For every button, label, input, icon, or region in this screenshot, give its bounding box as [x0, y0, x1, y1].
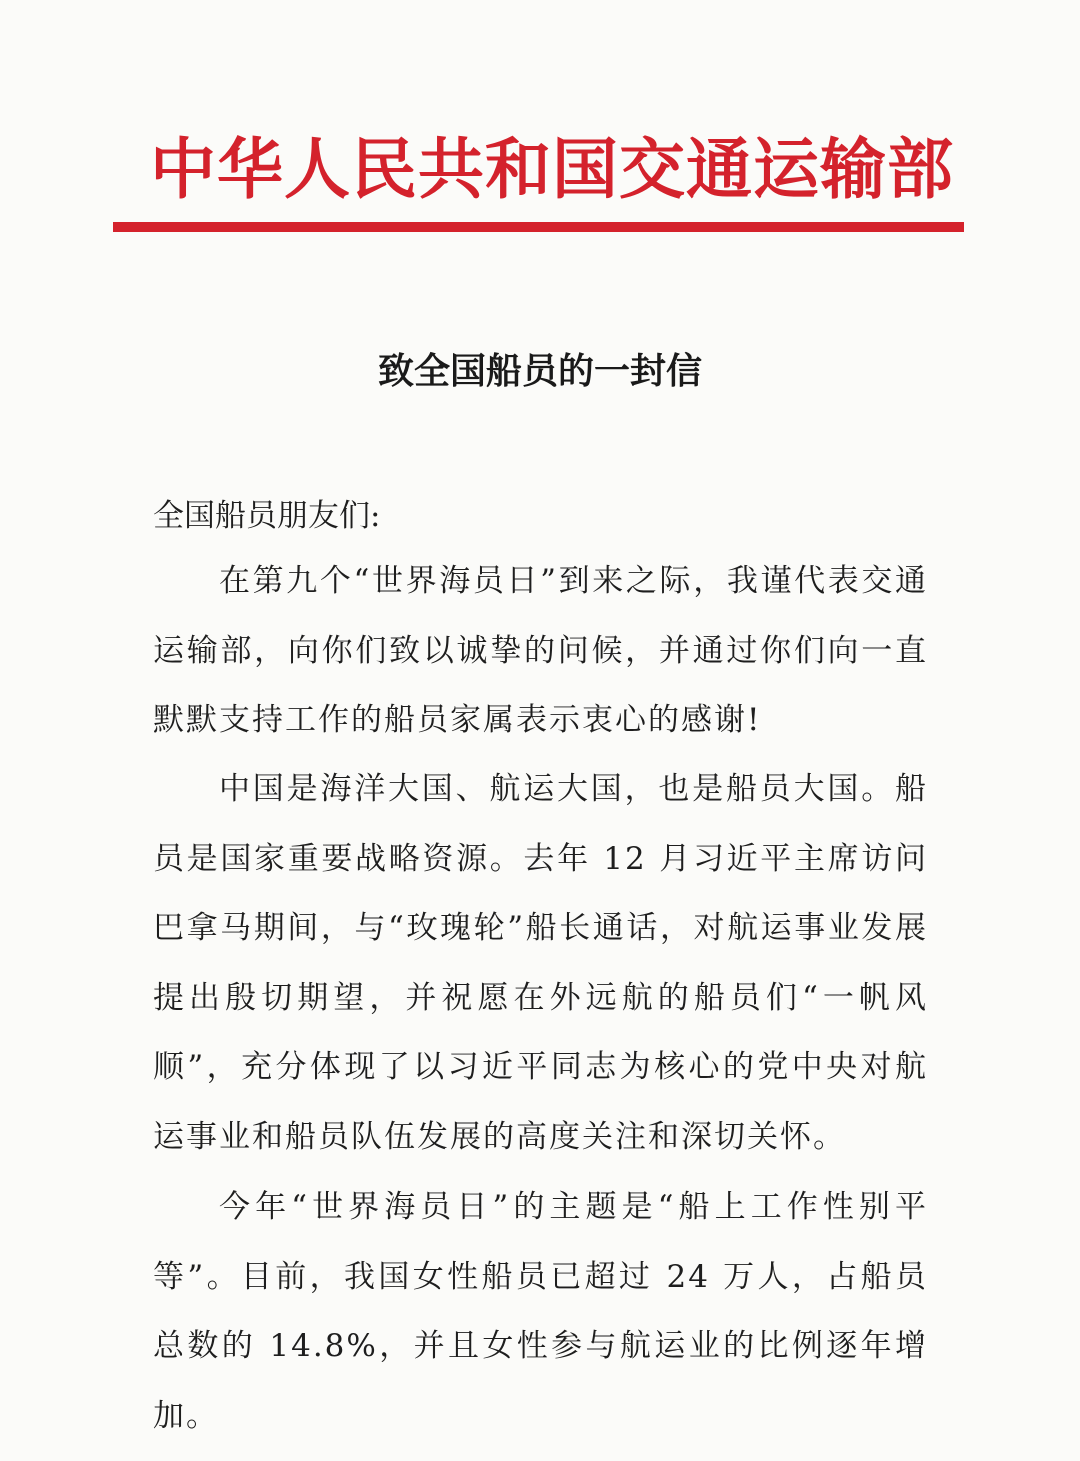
body-paragraph-2: 中国是海洋大国、航运大国，也是船员大国。船员是国家重要战略资源。去年 12 月习近平主席访问巴拿马期间，与“玫瑰轮”船长通话，对航运事业发展提出殷切期望，并祝愿在外远航的船员们“一帆风顺”，充分体现了以习近平同志为核心的党中央对航运事业和船员队伍发展的高度关注和深切关怀。: [153, 771, 928, 1155]
body-paragraph-3: 今年“世界海员日”的主题是“船上工作性别平等”。目前，我国女性船员已超过 24 万人，占船员总数的 14.8%，并且女性参与航运业的比例逐年增加。: [153, 1189, 928, 1434]
document-title: 致全国船员的一封信: [377, 351, 702, 392]
body-paragraph-1: 在第九个“世界海员日”到来之际，我谨代表交通运输部，向你们致以诚挚的问候，并通过你们向一直默默支持工作的船员家属表示衷心的感谢!: [153, 563, 928, 738]
letterhead-org-name: 中华人民共和国交通运输部: [150, 131, 954, 208]
letterhead-red-rule: [113, 222, 964, 232]
salutation: 全国船员朋友们:: [153, 498, 381, 534]
